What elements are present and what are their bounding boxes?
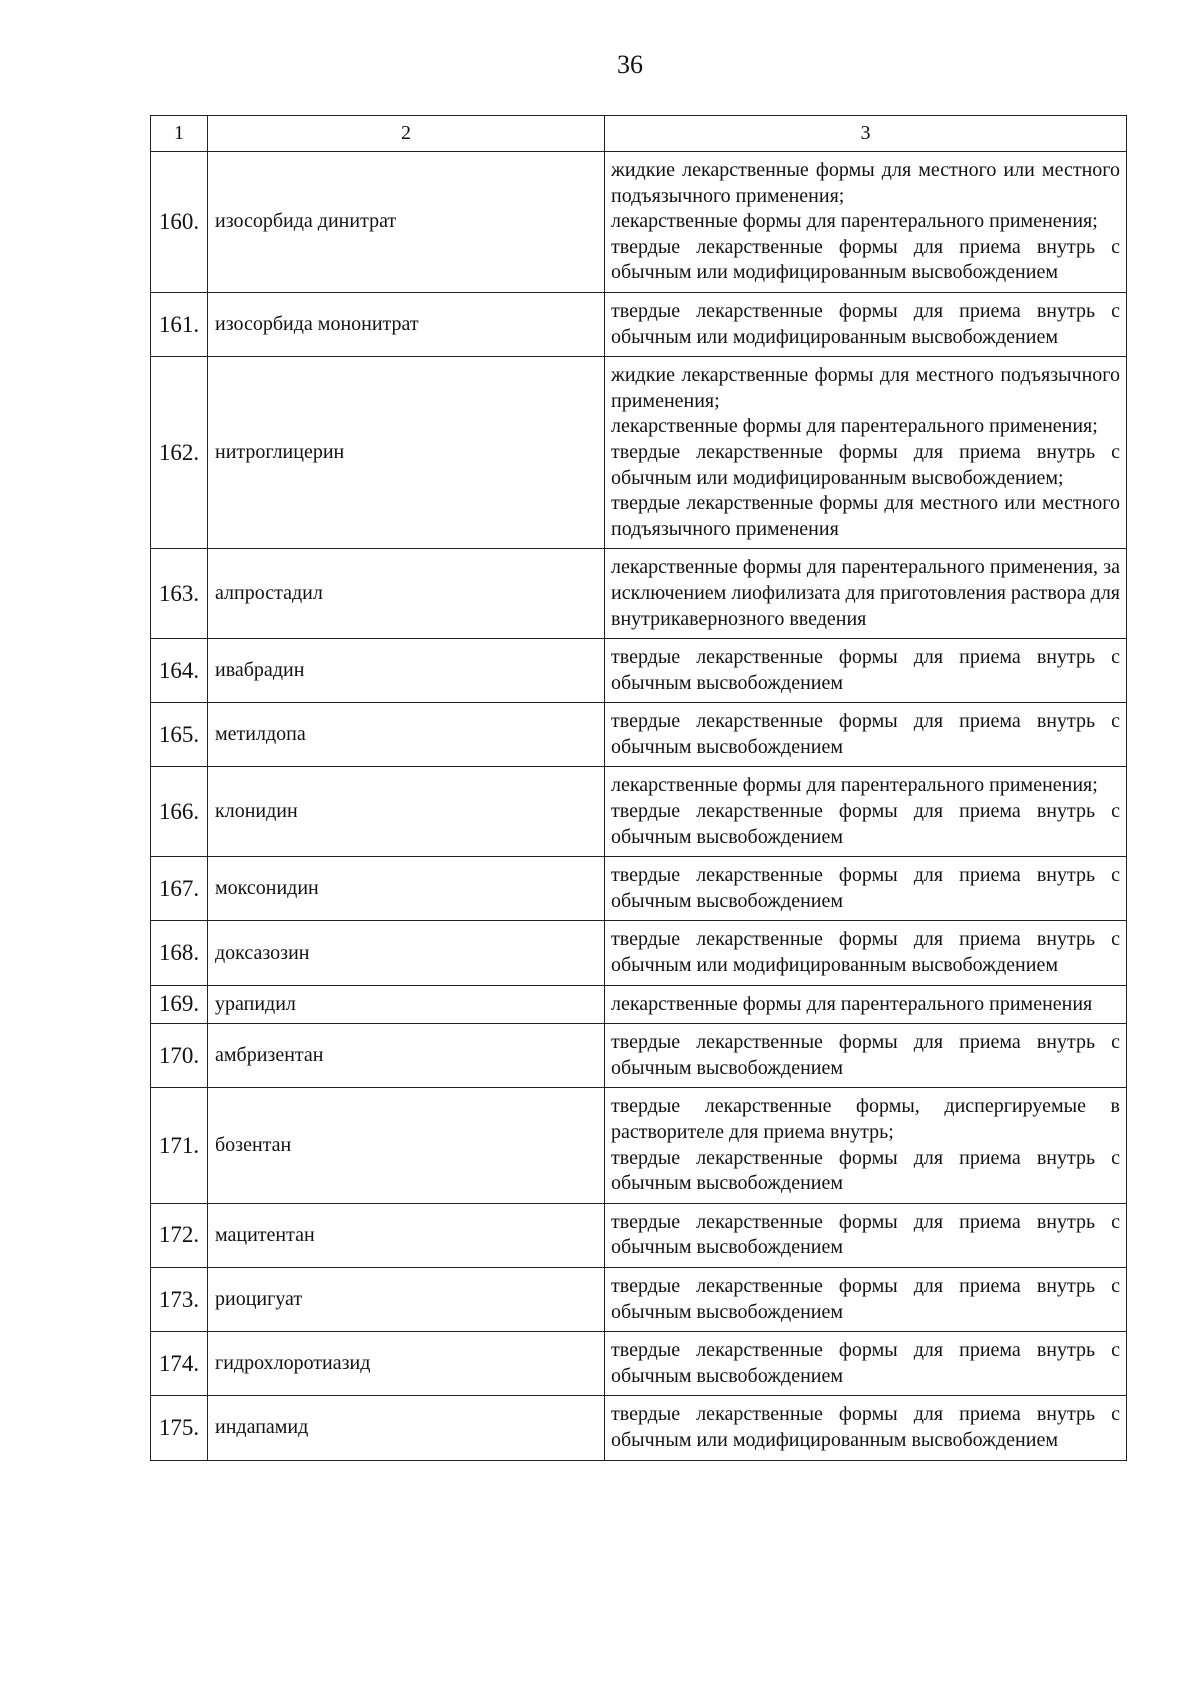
dosage-form-entry: лекарственные формы для парентерального применения; (611, 415, 1098, 438)
drug-name: клонидин (208, 767, 605, 857)
drug-name: метилдопа (208, 703, 605, 767)
row-number: 175. (151, 1396, 208, 1460)
dosage-form-entry: твердые лекарственные формы для приема внутрь с обычным или модифицированным высвобождением (611, 928, 1120, 977)
table-row (151, 703, 1127, 767)
row-number: 166. (151, 767, 208, 857)
header-col-3: 3 (605, 116, 1127, 152)
dosage-form-entry: твердые лекарственные формы для приема внутрь с обычным высвобождением (611, 800, 1120, 848)
table-row (151, 292, 1127, 356)
row-number: 163. (151, 549, 208, 639)
dosage-form-entry: твердые лекарственные формы для приема внутрь с обычным или модифицированным высвобождением (611, 1403, 1120, 1451)
dosage-forms (605, 1024, 1127, 1088)
dosage-forms (605, 921, 1127, 985)
row-number: 167. (151, 857, 208, 921)
drug-name: изосорбида мононитрат (208, 292, 605, 356)
drug-name: ивабрадин (208, 639, 605, 703)
drug-name: изосорбида динитрат (208, 152, 605, 293)
row-number: 161. (151, 292, 208, 356)
table-row (151, 985, 1127, 1024)
dosage-forms (605, 292, 1127, 356)
dosage-form-entry: твердые лекарственные формы, диспергируемые в растворителе для приема внутрь; (611, 1095, 1120, 1143)
dosage-form-entry: лекарственные формы для парентерального применения; (611, 774, 1098, 797)
table-row (151, 767, 1127, 857)
row-number: 160. (151, 152, 208, 293)
table-row (151, 1088, 1127, 1203)
dosage-form-entry: твердые лекарственные формы для местного или местного подъязычного применения (611, 492, 1120, 540)
table-row (151, 152, 1127, 293)
dosage-forms (605, 1088, 1127, 1203)
drug-name: амбризентан (208, 1024, 605, 1088)
drug-name: моксонидин (208, 857, 605, 921)
dosage-forms (605, 857, 1127, 921)
table-row (151, 1267, 1127, 1331)
dosage-form-entry: твердые лекарственные формы для приема внутрь с обычным высвобождением (611, 864, 1120, 912)
row-number: 169. (151, 985, 208, 1024)
dosage-form-entry: твердые лекарственные формы для приема внутрь с обычным высвобождением (611, 1210, 1120, 1259)
drug-name: бозентан (208, 1088, 605, 1203)
dosage-form-entry: жидкие лекарственные формы для местного подъязычного применения; (611, 364, 1120, 412)
row-number: 172. (151, 1203, 208, 1267)
dosage-form-entry: твердые лекарственные формы для приема внутрь с обычным высвобождением (611, 646, 1120, 694)
table-row (151, 857, 1127, 921)
table-row (151, 1203, 1127, 1267)
table-body (151, 116, 1127, 1461)
dosage-form-entry: твердые лекарственные формы для приема внутрь с обычным или модифицированным высвобождением (611, 299, 1120, 348)
dosage-forms (605, 357, 1127, 549)
drug-name: индапамид (208, 1396, 605, 1460)
dosage-form-entry: твердые лекарственные формы для приема внутрь с обычным высвобождением (611, 710, 1120, 758)
drug-name: доксазозин (208, 921, 605, 985)
drug-name: мацитентан (208, 1203, 605, 1267)
drug-table (150, 115, 1127, 1461)
table-row (151, 1396, 1127, 1460)
drug-name: нитроглицерин (208, 357, 605, 549)
dosage-forms (605, 1332, 1127, 1396)
table-row (151, 1332, 1127, 1396)
row-number: 165. (151, 703, 208, 767)
table-row (151, 1024, 1127, 1088)
table-row (151, 921, 1127, 985)
dosage-form-entry: твердые лекарственные формы для приема внутрь с обычным высвобождением (611, 1339, 1120, 1387)
row-number: 174. (151, 1332, 208, 1396)
dosage-forms (605, 703, 1127, 767)
dosage-forms (605, 152, 1127, 293)
row-number: 164. (151, 639, 208, 703)
dosage-forms (605, 1203, 1127, 1267)
header-col-1: 1 (151, 116, 208, 152)
drug-name: урапидил (208, 985, 605, 1024)
table-row (151, 357, 1127, 549)
dosage-form-entry: твердые лекарственные формы для приема внутрь с обычным высвобождением (611, 1146, 1120, 1195)
drug-name: гидрохлоротиазид (208, 1332, 605, 1396)
row-number: 162. (151, 357, 208, 549)
table-header-row (151, 116, 1127, 152)
row-number: 170. (151, 1024, 208, 1088)
row-number: 171. (151, 1088, 208, 1203)
row-number: 173. (151, 1267, 208, 1331)
dosage-form-entry: твердые лекарственные формы для приема внутрь с обычным высвобождением (611, 1274, 1120, 1323)
table-row (151, 549, 1127, 639)
dosage-form-entry: лекарственные формы для парентерального применения; (611, 210, 1098, 233)
dosage-form-entry: лекарственные формы для парентерального применения (611, 992, 1093, 1015)
dosage-forms (605, 1267, 1127, 1331)
drug-name: алпростадил (208, 549, 605, 639)
dosage-form-entry: твердые лекарственные формы для приема внутрь с обычным или модифицированным высвобождением (611, 235, 1120, 284)
header-col-2: 2 (208, 116, 605, 152)
dosage-forms (605, 985, 1127, 1024)
dosage-forms (605, 549, 1127, 639)
dosage-form-entry: лекарственные формы для парентерального применения, за исключением лиофилизата для приготовления раствора для внутрикавернозного введения (611, 556, 1120, 630)
dosage-form-entry: твердые лекарственные формы для приема внутрь с обычным высвобождением (611, 1031, 1120, 1079)
dosage-form-entry: твердые лекарственные формы для приема внутрь с обычным или модифицированным высвобождением; (611, 440, 1120, 489)
dosage-forms (605, 767, 1127, 857)
drug-name: риоцигуат (208, 1267, 605, 1331)
dosage-forms (605, 1396, 1127, 1460)
dosage-form-entry: жидкие лекарственные формы для местного или местного подъязычного применения; (611, 159, 1120, 207)
dosage-forms (605, 639, 1127, 703)
row-number: 168. (151, 921, 208, 985)
table-row (151, 639, 1127, 703)
page-number: 36 (617, 50, 643, 79)
